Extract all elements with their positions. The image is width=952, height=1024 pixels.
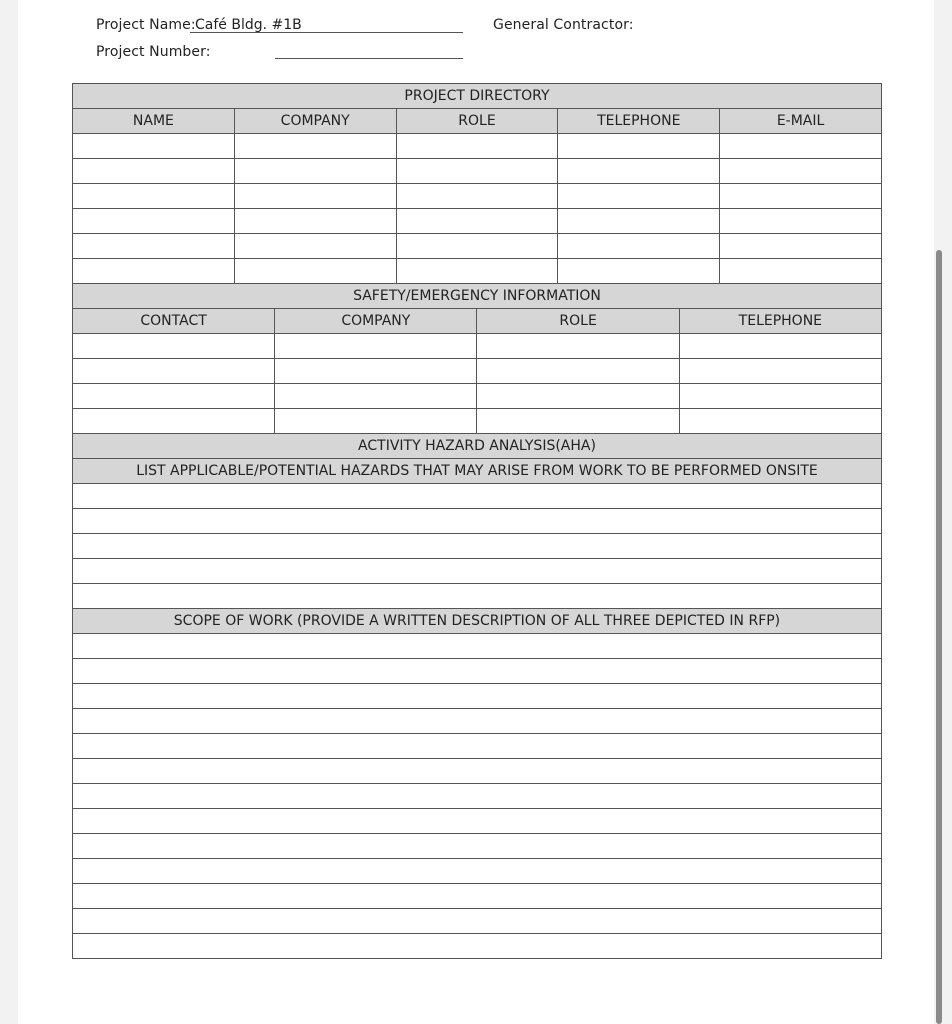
directory-row [73,134,882,159]
safety-cell[interactable] [73,384,275,409]
project-name-label: Project Name: [96,17,196,33]
directory-cell[interactable] [558,209,720,234]
safety-cell[interactable] [477,409,679,434]
safety-column-header: TELEPHONE [679,309,881,334]
safety-title-row [73,284,882,309]
directory-column-header: TELEPHONE [558,109,720,134]
directory-cell[interactable] [396,184,558,209]
directory-row [73,184,882,209]
directory-cell[interactable] [234,184,396,209]
directory-column-header: NAME [73,109,235,134]
directory-column-header: ROLE [396,109,558,134]
scope-line[interactable] [73,734,882,759]
safety-row [73,359,882,384]
scope-line[interactable] [73,884,882,909]
scope-row [73,859,882,884]
directory-title-row [73,84,882,109]
directory-cell[interactable] [73,234,235,259]
scope-row [73,884,882,909]
aha-line[interactable] [73,509,882,534]
scope-title-row [73,609,882,634]
directory-cell[interactable] [73,134,235,159]
safety-column-header: CONTACT [73,309,275,334]
general-contractor-label: General Contractor: [493,17,634,33]
directory-cell[interactable] [720,209,882,234]
scope-row [73,934,882,959]
aha-row [73,534,882,559]
directory-cell[interactable] [234,234,396,259]
scope-line[interactable] [73,784,882,809]
directory-row [73,234,882,259]
scope-row [73,709,882,734]
directory-cell[interactable] [73,209,235,234]
scope-line[interactable] [73,684,882,709]
directory-column-header: COMPANY [234,109,396,134]
aha-subtitle-row [73,459,882,484]
scope-line[interactable] [73,934,882,959]
safety-column-header: ROLE [477,309,679,334]
directory-cell[interactable] [558,259,720,284]
directory-cell[interactable] [558,159,720,184]
scope-line[interactable] [73,709,882,734]
directory-row [73,209,882,234]
safety-cell[interactable] [275,359,477,384]
aha-row [73,484,882,509]
scope-line[interactable] [73,759,882,784]
project-form-table [72,83,882,959]
directory-cell[interactable] [396,134,558,159]
directory-cell[interactable] [720,134,882,159]
directory-title: PROJECT DIRECTORY [73,84,882,109]
safety-cell[interactable] [679,359,881,384]
directory-cell[interactable] [720,234,882,259]
project-number-label: Project Number: [96,44,211,60]
vertical-scrollbar[interactable] [936,250,942,1024]
safety-column-header: COMPANY [275,309,477,334]
directory-cell[interactable] [720,159,882,184]
safety-cell[interactable] [477,359,679,384]
scope-row [73,634,882,659]
scope-row [73,809,882,834]
directory-cell[interactable] [720,259,882,284]
scope-row [73,909,882,934]
scope-line[interactable] [73,859,882,884]
safety-title: SAFETY/EMERGENCY INFORMATION [73,284,882,309]
aha-line[interactable] [73,559,882,584]
project-name-value[interactable]: Café Bldg. #1B [195,17,302,33]
safety-cell[interactable] [73,409,275,434]
scope-line[interactable] [73,809,882,834]
aha-row [73,509,882,534]
safety-cell[interactable] [73,359,275,384]
directory-cell[interactable] [558,134,720,159]
aha-subtitle: LIST APPLICABLE/POTENTIAL HAZARDS THAT MAY ARISE FROM WORK TO BE PERFORMED ONSITE [73,459,882,484]
safety-cell[interactable] [679,409,881,434]
safety-cell[interactable] [73,334,275,359]
directory-cell[interactable] [396,259,558,284]
scope-row [73,784,882,809]
safety-cell[interactable] [477,334,679,359]
scope-row [73,834,882,859]
project-number-underline[interactable] [275,58,463,59]
directory-cell[interactable] [234,259,396,284]
directory-cell[interactable] [73,159,235,184]
directory-cell[interactable] [720,184,882,209]
scope-row [73,759,882,784]
safety-row [73,334,882,359]
aha-line[interactable] [73,584,882,609]
scope-title: SCOPE OF WORK (PROVIDE A WRITTEN DESCRIPTION OF ALL THREE DEPICTED IN RFP) [73,609,882,634]
directory-cell[interactable] [558,184,720,209]
directory-header-row [73,109,882,134]
directory-cell[interactable] [234,134,396,159]
aha-line[interactable] [73,534,882,559]
directory-cell[interactable] [234,159,396,184]
scope-line[interactable] [73,834,882,859]
safety-cell[interactable] [275,409,477,434]
safety-cell[interactable] [275,384,477,409]
directory-cell[interactable] [73,184,235,209]
safety-cell[interactable] [275,334,477,359]
scope-line[interactable] [73,659,882,684]
safety-row [73,384,882,409]
scope-line[interactable] [73,634,882,659]
safety-row [73,409,882,434]
directory-row [73,259,882,284]
directory-cell[interactable] [396,159,558,184]
directory-cell[interactable] [73,259,235,284]
aha-title-row [73,434,882,459]
directory-cell[interactable] [234,209,396,234]
safety-cell[interactable] [679,334,881,359]
aha-title: ACTIVITY HAZARD ANALYSIS(AHA) [73,434,882,459]
scope-line[interactable] [73,909,882,934]
scope-row [73,734,882,759]
directory-cell[interactable] [558,234,720,259]
scope-row [73,659,882,684]
directory-cell[interactable] [396,234,558,259]
directory-column-header: E-MAIL [720,109,882,134]
directory-cell[interactable] [396,209,558,234]
safety-header-row [73,309,882,334]
project-name-underline [190,32,463,33]
safety-cell[interactable] [679,384,881,409]
aha-row [73,584,882,609]
scope-row [73,684,882,709]
aha-line[interactable] [73,484,882,509]
safety-cell[interactable] [477,384,679,409]
directory-row [73,159,882,184]
aha-row [73,559,882,584]
